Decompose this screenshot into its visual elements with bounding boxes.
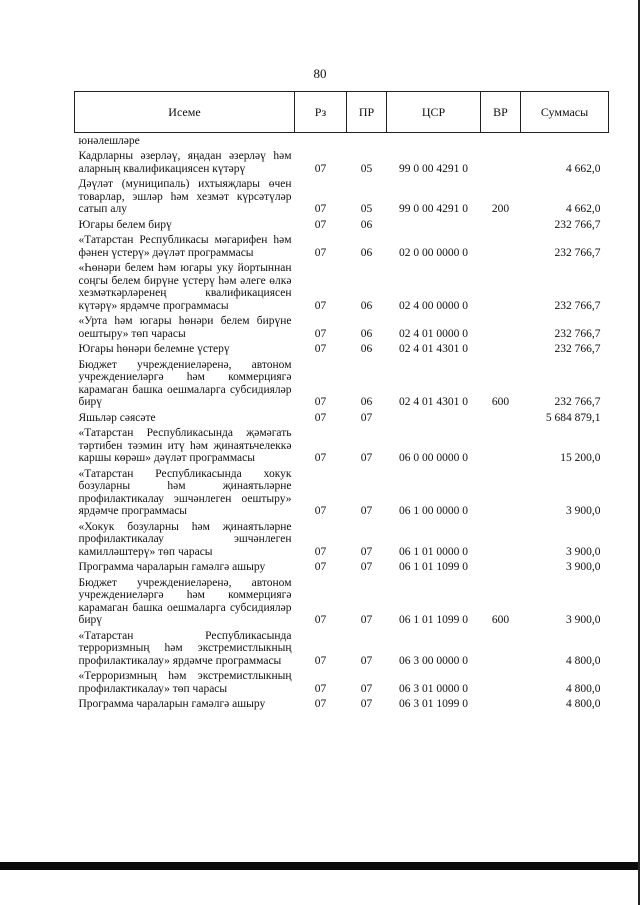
cell-pr: 06: [360, 299, 373, 312]
table-row: [75, 149, 609, 177]
cell-rz: 07: [314, 327, 327, 340]
cell-vr: [481, 410, 521, 426]
cell-name: «Һөнәри белем һәм югары уку йортыннан соңгы белем бирүне үстерү һәм әлеге өлкә хезмәткәрләренең квалификациясен күтәрү» ярдәмче программасы: [78, 262, 292, 312]
cell-pr: 06: [360, 343, 373, 355]
cell-rz: 07: [314, 162, 327, 175]
cell-pr: 06: [360, 327, 373, 340]
cell-rz: 07: [314, 343, 327, 355]
cell-name: Яшьләр сәясәте: [78, 411, 156, 424]
cell-pr: 06: [360, 218, 373, 231]
cell-vr: [481, 426, 521, 467]
cell-sum: 3 900,0: [566, 505, 601, 517]
cell-sum: 3 900,0: [566, 561, 601, 573]
cell-rz: 07: [314, 654, 327, 667]
scan-edge-bottom: [0, 862, 640, 870]
cell-csr: 99 0 00 4291 0: [399, 162, 468, 175]
cell-csr: 02 4 01 4301 0: [399, 396, 468, 408]
cell-csr: [387, 410, 481, 426]
cell-csr: 06 3 01 0000 0: [399, 682, 468, 695]
cell-rz: 07: [314, 698, 327, 710]
cell-rz: 07: [314, 561, 327, 573]
cell-name: «Хокук бозуларны һәм җинаятьләрне профилактикалау эшчәнлеген камилләштерү» төп чарасы: [78, 520, 292, 558]
cell-sum: 4 662,0: [566, 203, 601, 215]
cell-pr: 07: [360, 698, 373, 710]
cell-vr: [481, 466, 521, 519]
table-row: [75, 519, 609, 560]
cell-name: «Урта һәм югары һөнәри белем бирүне оештыру» төп чарасы: [78, 315, 292, 340]
cell-csr: 06 3 00 0000 0: [399, 654, 468, 667]
cell-name: Югары белем бирү: [78, 218, 172, 231]
cell-name: Бюджет учреждениеләренә, автоном учреждениеләргә һәм коммерциягә карамаган башка оешмаларга субсидияләр бирү: [78, 576, 292, 626]
cell-name: «Татарстан Республикасы мәгарифен һәм фәнен үстерү» дәүләт программасы: [78, 234, 292, 259]
cell-sum: 232 766,7: [554, 299, 601, 312]
cell-vr: [481, 628, 521, 669]
table-row: [75, 133, 609, 149]
cell-csr: 02 4 00 0000 0: [399, 299, 468, 312]
table-row: [75, 233, 609, 261]
cell-csr: 06 1 01 0000 0: [399, 545, 468, 558]
cell-name: «Терроризмның һәм экстремистлыкның профилактикалау» төп чарасы: [78, 670, 292, 695]
cell-vr: 600: [491, 614, 510, 626]
cell-csr: 06 1 01 1099 0: [399, 561, 468, 573]
header-sum: Суммасы: [521, 92, 609, 133]
header-name: Исеме: [75, 92, 295, 133]
table-row: [75, 628, 609, 669]
cell-rz: 07: [314, 299, 327, 312]
cell-name: «Татарстан Республикасында җәмәгать тәртибен тәэмин итү һәм җинаятьчелеккә каршы көрәш» дәүләт программасы: [78, 427, 292, 464]
cell-rz: 07: [314, 203, 327, 215]
cell-sum: 15 200,0: [560, 452, 601, 464]
cell-rz: 07: [314, 218, 327, 231]
table-header: [75, 92, 609, 133]
cell-pr: 05: [360, 203, 373, 215]
cell-csr: 06 1 00 0000 0: [399, 505, 468, 517]
table-row: [75, 261, 609, 314]
cell-vr: [481, 217, 521, 233]
cell-sum: 4 800,0: [566, 682, 601, 695]
cell-vr: [481, 133, 521, 149]
cell-pr: 07: [360, 411, 373, 424]
cell-sum: 4 800,0: [566, 698, 601, 710]
table-row: [75, 575, 609, 628]
cell-csr: [387, 133, 481, 149]
cell-pr: 06: [360, 246, 373, 259]
cell-pr: 07: [360, 614, 373, 626]
table-row: [75, 466, 609, 519]
cell-csr: 06 3 01 1099 0: [399, 698, 468, 710]
cell-pr: 07: [360, 682, 373, 695]
cell-name: Программа чараларын гамәлгә ашыру: [78, 561, 266, 573]
cell-csr: 99 0 00 4291 0: [399, 203, 468, 215]
cell-sum: 4 662,0: [566, 162, 601, 175]
table-row: [75, 669, 609, 697]
cell-rz: 07: [314, 452, 327, 464]
cell-pr: [347, 133, 387, 149]
cell-vr: [481, 233, 521, 261]
cell-name: «Татарстан Республикасында терроризмның һәм экстремистлыкның профилактикалау» ярдәмче программасы: [78, 629, 292, 667]
cell-vr: [481, 697, 521, 713]
cell-name: Дәүләт (муниципаль) ихтыяҗлары өчен товарлар, эшләр һәм хезмәт күрсәтүләр сатып алу: [78, 178, 292, 215]
table-row: [75, 426, 609, 467]
cell-vr: [481, 560, 521, 576]
cell-rz: 07: [314, 545, 327, 558]
table-row: [75, 217, 609, 233]
cell-name: юнәлешләре: [78, 134, 140, 147]
cell-csr: 06 1 01 1099 0: [399, 614, 468, 626]
cell-rz: 07: [314, 246, 327, 259]
cell-vr: [481, 519, 521, 560]
cell-pr: 07: [360, 545, 373, 558]
table-row: [75, 357, 609, 410]
table-row: [75, 177, 609, 218]
cell-csr: 02 4 01 4301 0: [399, 343, 468, 355]
header-pr: ПР: [347, 92, 387, 133]
cell-rz: 07: [314, 396, 327, 408]
cell-csr: 02 0 00 0000 0: [399, 246, 468, 259]
cell-vr: [481, 261, 521, 314]
cell-sum: [521, 133, 609, 149]
budget-table: [74, 91, 609, 712]
cell-pr: 07: [360, 452, 373, 464]
cell-pr: 07: [360, 654, 373, 667]
cell-vr: 200: [491, 203, 510, 215]
cell-vr: [481, 149, 521, 177]
header-rz: Рз: [295, 92, 347, 133]
cell-vr: [481, 342, 521, 358]
page-number: 80: [313, 66, 327, 81]
table-row: [75, 697, 609, 713]
table-row: [75, 342, 609, 358]
table-row: [75, 410, 609, 426]
cell-name: Кадрларны әзерләү, яңадан әзерләү һәм аларның квалификациясен күтәрү: [78, 150, 292, 175]
cell-sum: 5 684 879,1: [545, 411, 601, 424]
cell-sum: 232 766,7: [554, 343, 601, 355]
header-vr: ВР: [481, 92, 521, 133]
cell-sum: 4 800,0: [566, 654, 601, 667]
cell-pr: 05: [360, 162, 373, 175]
cell-pr: 07: [360, 561, 373, 573]
cell-rz: 07: [314, 411, 327, 424]
cell-name: Югары һөнәри белемне үстерү: [78, 343, 230, 355]
cell-name: Программа чараларын гамәлгә ашыру: [78, 698, 266, 710]
cell-name: Бюджет учреждениеләренә, автоном учреждениеләргә һәм коммерциягә карамаган башка оешмаларга субсидияләр бирү: [78, 358, 292, 408]
cell-pr: 06: [360, 396, 373, 408]
cell-vr: 600: [491, 396, 510, 408]
cell-pr: 07: [360, 505, 373, 517]
cell-sum: 232 766,7: [554, 327, 601, 340]
cell-sum: 3 900,0: [566, 614, 601, 626]
cell-csr: [387, 217, 481, 233]
cell-rz: 07: [314, 682, 327, 695]
cell-sum: 232 766,7: [554, 246, 601, 259]
cell-sum: 232 766,7: [554, 218, 601, 231]
cell-rz: [295, 133, 347, 149]
cell-rz: 07: [314, 505, 327, 517]
cell-vr: [481, 314, 521, 342]
table-row: [75, 314, 609, 342]
cell-sum: 3 900,0: [566, 545, 601, 558]
table-body: [75, 133, 609, 713]
cell-csr: 02 4 01 0000 0: [399, 327, 468, 340]
cell-sum: 232 766,7: [554, 396, 601, 408]
cell-csr: 06 0 00 0000 0: [399, 452, 468, 464]
cell-vr: [481, 669, 521, 697]
header-csr: ЦСР: [387, 92, 481, 133]
table-row: [75, 560, 609, 576]
cell-name: «Татарстан Республикасында хокук бозуларны һәм җинаятьләрне профилактикалау эшчәнлеген оештыру» ярдәмче программасы: [78, 467, 292, 517]
cell-rz: 07: [314, 614, 327, 626]
